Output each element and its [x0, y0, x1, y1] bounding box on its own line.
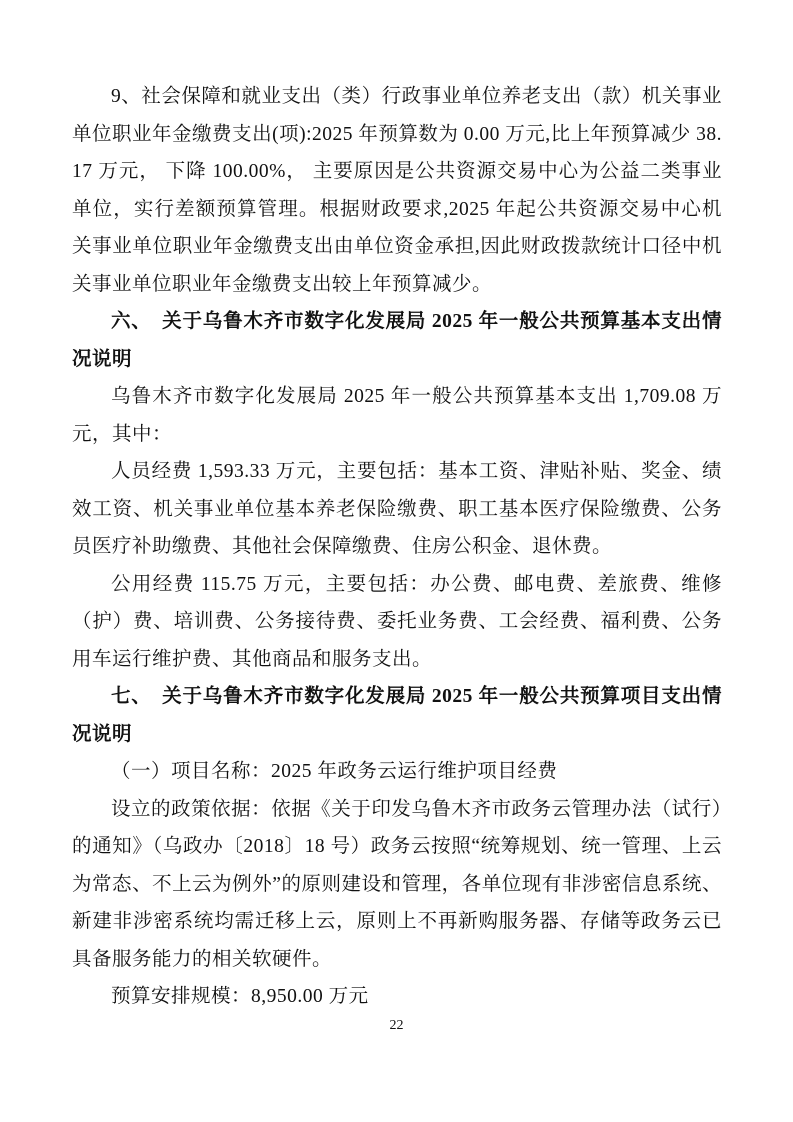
paragraph-policy-basis: 设立的政策依据：依据《关于印发乌鲁木齐市政务云管理办法（试行）的通知》（乌政办〔2018〕18 号）政务云按照“统筹规划、统一管理、上云为常态、不上云为例外”的原则建设和管理，各单位现有非涉密信息系统、新建非涉密系统均需迁移上云，原则上不再新购服务器、存储等政务云已具备服务能力的相关软硬件。 [72, 798, 722, 970]
paragraph-basic-expenditure-total: 乌鲁木齐市数字化发展局 2025 年一般公共预算基本支出 1,709.08 万元，其中： [72, 386, 722, 445]
page-number: 22 [389, 1018, 404, 1033]
paragraph-public-expense: 公用经费 115.75 万元，主要包括：办公费、邮电费、差旅费、维修（护）费、培训费、公务接待费、委托业务费、工会经费、福利费、公务用车运行维护费、其他商品和服务支出。 [72, 573, 722, 670]
section-heading-6-basic-expenditure: 六、 关于乌鲁木齐市数字化发展局 2025 年一般公共预算基本支出情况说明 [72, 311, 722, 370]
document-body [72, 78, 722, 1016]
paragraph-project-name: （一）项目名称：2025 年政务云运行维护项目经费 [111, 761, 558, 782]
paragraph-budget-scale: 预算安排规模：8,950.00 万元 [111, 986, 369, 1007]
paragraph-pension-contribution-explanation: 9、社会保障和就业支出（类）行政事业单位养老支出（款）机关事业单位职业年金缴费支出(项):2025 年预算数为 0.00 万元,比上年预算减少 38.17 万元， 下降 100.00%， 主要原因是公共资源交易中心为公益二类事业单位，实行差额预算管理。根据财政要求,2025 年起公共资源交易中心机关事业单位职业年金缴费支出由单位资金承担,因此财政拨款统计口径中机关事业单位职业年金缴费支出较上年预算减少。 [72, 86, 722, 295]
paragraph-personnel-expense: 人员经费 1,593.33 万元，主要包括：基本工资、津贴补贴、奖金、绩效工资、机关事业单位基本养老保险缴费、职工基本医疗保险缴费、公务员医疗补助缴费、其他社会保障缴费、住房公积金、退休费。 [72, 461, 722, 557]
section-heading-7-project-expenditure: 七、 关于乌鲁木齐市数字化发展局 2025 年一般公共预算项目支出情况说明 [72, 686, 722, 745]
